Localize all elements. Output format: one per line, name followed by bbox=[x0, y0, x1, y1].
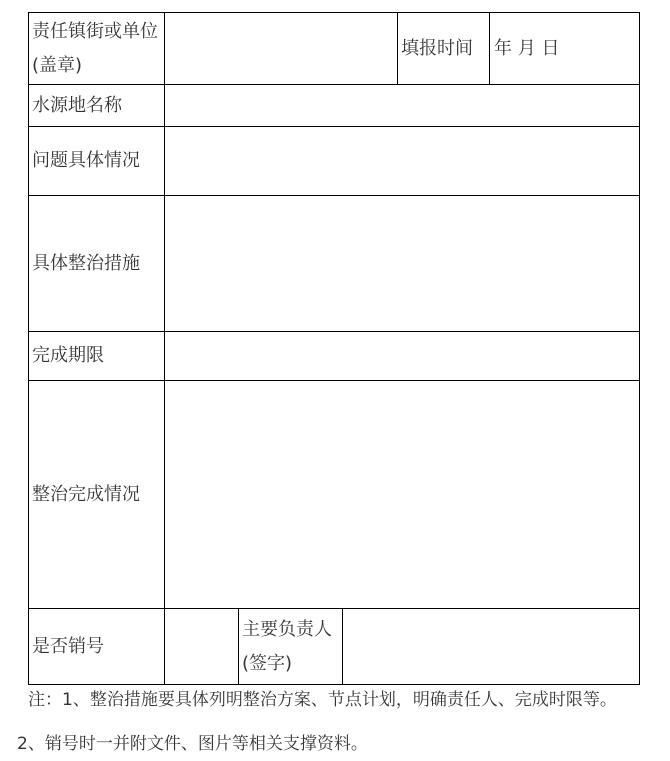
water-source-name-value-cell bbox=[165, 85, 640, 127]
row-problem-details bbox=[29, 127, 640, 196]
water-source-name-label: 水源地名称 bbox=[29, 85, 165, 127]
note-1: 注：1、整治措施要具体列明整治方案、节点计划，明确责任人、完成时限等。 bbox=[28, 690, 617, 710]
responsible-unit-value-cell bbox=[165, 13, 398, 85]
closed-value-cell bbox=[165, 609, 239, 685]
completion-status-value-cell bbox=[165, 381, 640, 609]
row-deadline bbox=[29, 332, 640, 381]
row-rectification-measures bbox=[29, 196, 640, 332]
row-responsible-unit bbox=[29, 13, 640, 85]
row-water-source-name bbox=[29, 85, 640, 127]
row-closed-and-principal bbox=[29, 609, 640, 685]
completion-status-label: 整治完成情况 bbox=[29, 381, 165, 609]
rectification-measures-label: 具体整治措施 bbox=[29, 196, 165, 332]
rectification-measures-value-cell bbox=[165, 196, 640, 332]
deadline-value-cell bbox=[165, 332, 640, 381]
problem-details-label: 问题具体情况 bbox=[29, 127, 165, 196]
fill-time-value: 年 月 日 bbox=[490, 13, 640, 85]
responsible-unit-label: 责任镇街或单位(盖章) bbox=[29, 13, 165, 85]
deadline-label: 完成期限 bbox=[29, 332, 165, 381]
problem-details-value-cell bbox=[165, 127, 640, 196]
row-completion-status bbox=[29, 381, 640, 609]
fill-time-label: 填报时间 bbox=[398, 13, 490, 85]
principal-signature-cell bbox=[343, 609, 640, 685]
principal-label: 主要负责人(签字) bbox=[239, 609, 343, 685]
rectification-form-table bbox=[28, 12, 640, 685]
closed-label: 是否销号 bbox=[29, 609, 165, 685]
note-2: 2、销号时一并附文件、图片等相关支撑资料。 bbox=[17, 734, 368, 754]
